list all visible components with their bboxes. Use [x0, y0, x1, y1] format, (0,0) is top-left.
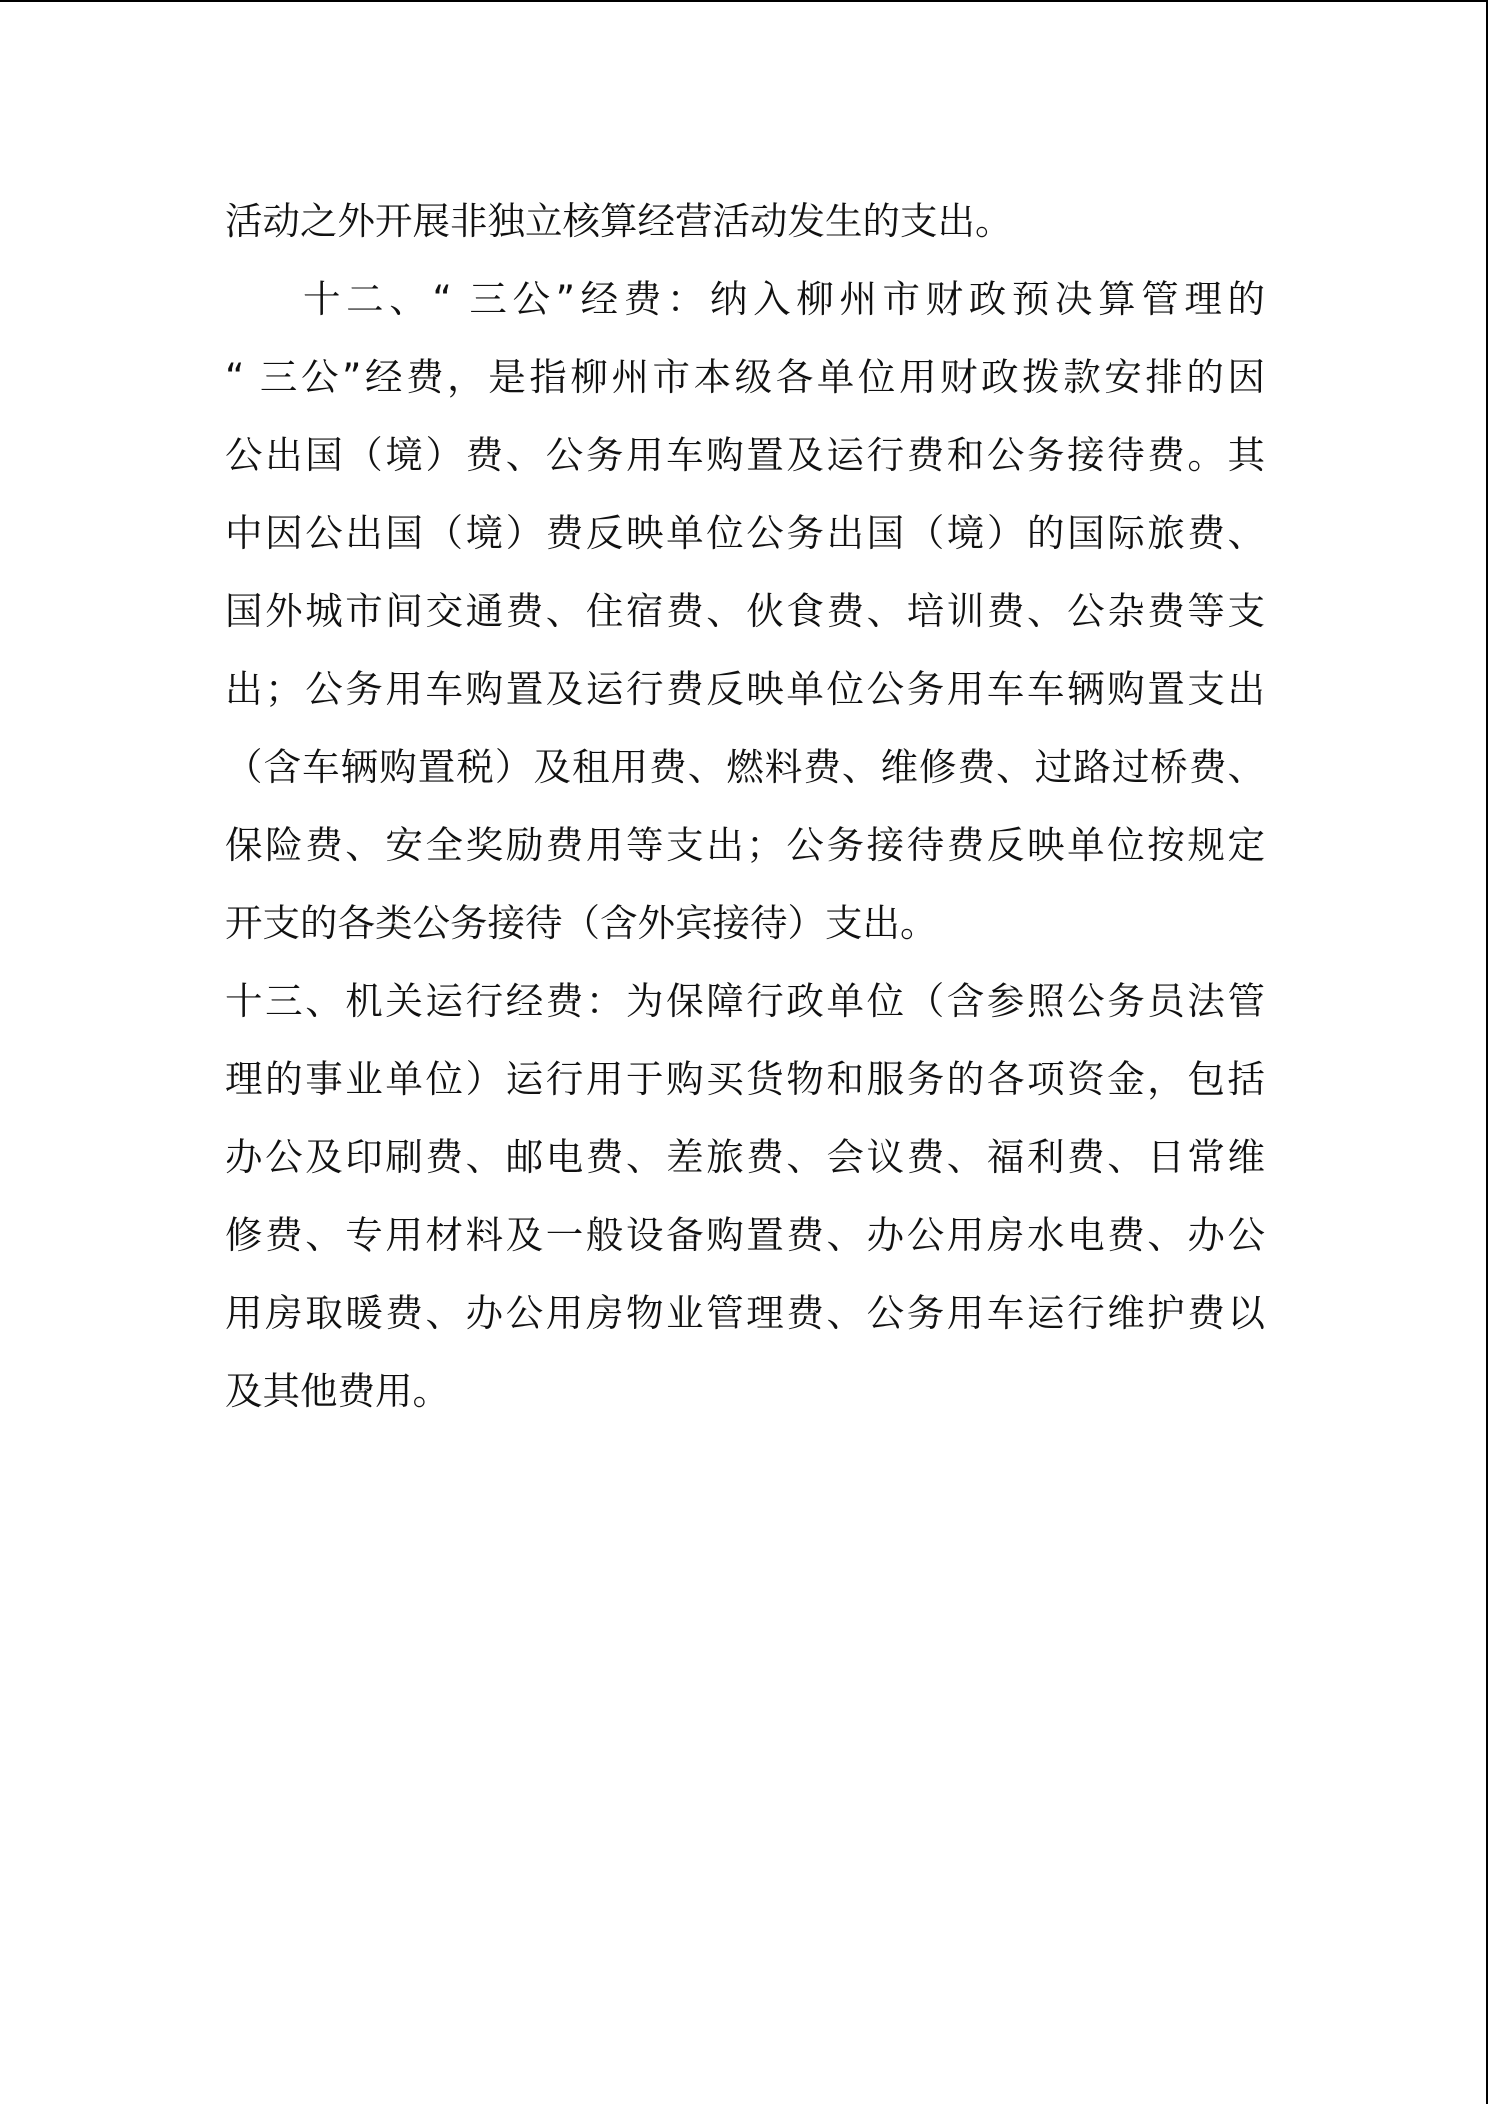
- text-line: 开支的各类公务接待（含外宾接待）支出。: [225, 901, 938, 945]
- text-line: 用房取暖费、办公用房物业管理费、公务用车运行维护费以: [225, 1291, 1265, 1335]
- text-line: 活动之外开展非独立核算经营活动发生的支出。: [225, 199, 1013, 243]
- text-line: “ 三公”经费，是指柳州市本级各单位用财政拨款安排的因: [225, 355, 1265, 399]
- text-line: 理的事业单位）运行用于购买货物和服务的各项资金，包括: [225, 1057, 1265, 1101]
- document-body: [225, 182, 1265, 1430]
- text-line: 出；公务用车购置及运行费反映单位公务用车车辆购置支出: [225, 667, 1265, 711]
- text-line: 及其他费用。: [225, 1369, 450, 1413]
- text-line: 办公及印刷费、邮电费、差旅费、会议费、福利费、日常维: [225, 1135, 1265, 1179]
- text-line: （含车辆购置税）及租用费、燃料费、维修费、过路过桥费、: [225, 745, 1265, 789]
- section-12-heading-line: 十二、“ 三公”经费：纳入柳州市财政预决算管理的: [303, 277, 1265, 321]
- text-line: 修费、专用材料及一般设备购置费、办公用房水电费、办公: [225, 1213, 1265, 1257]
- text-line: 中因公出国（境）费反映单位公务出国（境）的国际旅费、: [225, 511, 1265, 555]
- text-line: 公出国（境）费、公务用车购置及运行费和公务接待费。其: [225, 433, 1265, 477]
- text-line: 国外城市间交通费、住宿费、伙食费、培训费、公杂费等支: [225, 589, 1265, 633]
- text-line: 保险费、安全奖励费用等支出；公务接待费反映单位按规定: [225, 823, 1265, 867]
- section-13-heading-line: 十三、机关运行经费：为保障行政单位（含参照公务员法管: [225, 979, 1265, 1023]
